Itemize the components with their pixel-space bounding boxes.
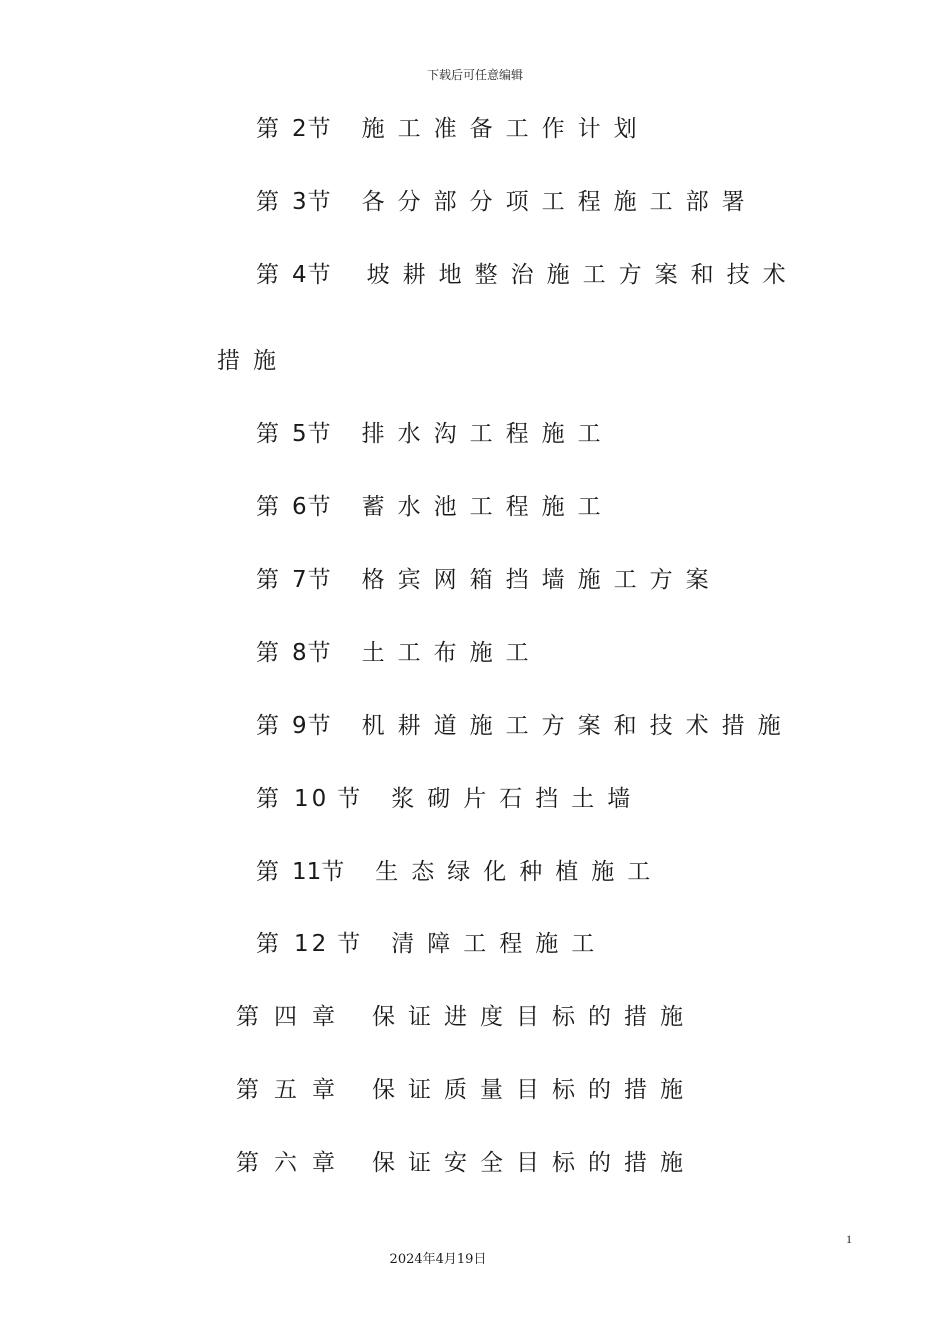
toc-entry-section-6[interactable] (256, 492, 614, 522)
section-number: 11 (292, 859, 322, 885)
toc-entry-section-4-continued (217, 346, 289, 376)
toc-entry-section-8[interactable] (256, 638, 542, 668)
section-suffix: 节 (307, 713, 344, 739)
section-prefix: 第 (256, 262, 292, 288)
section-number: 8 (292, 640, 308, 666)
section-number: 12 (294, 931, 330, 957)
section-title: 排水沟工程施工 (361, 421, 614, 447)
toc-entry-section-10[interactable] (256, 784, 643, 814)
section-number: 5 (292, 421, 308, 447)
section-number: 9 (292, 713, 308, 739)
toc-entry-section-5[interactable] (256, 419, 614, 449)
section-suffix: 节 (307, 262, 344, 288)
section-suffix: 节 (307, 189, 344, 215)
section-title: 坡耕地整治施工方案和技术 (366, 262, 799, 288)
section-number: 10 (294, 786, 330, 812)
chapter-title: 保证质量目标的措施 (372, 1077, 696, 1103)
chapter-title: 保证安全目标的措施 (372, 1150, 696, 1176)
section-prefix: 第 (256, 116, 292, 142)
section-suffix: 节 (307, 421, 344, 447)
section-title: 浆砌片石挡土墙 (391, 786, 644, 812)
section-number: 6 (292, 494, 308, 520)
footer-date: 2024年4月19日 (389, 1252, 487, 1267)
toc-entry-section-11[interactable] (256, 857, 663, 887)
section-suffix: 节 (337, 931, 374, 957)
section-suffix: 节 (307, 567, 344, 593)
toc-entry-chapter-4[interactable] (236, 1002, 696, 1032)
section-title: 机耕道施工方案和技术措施 (361, 713, 794, 739)
section-title: 各分部分项工程施工部署 (361, 189, 758, 215)
toc-entry-section-7[interactable] (256, 565, 722, 595)
section-number: 2 (292, 116, 308, 142)
section-title: 蓄水池工程施工 (361, 494, 614, 520)
section-suffix: 节 (321, 859, 358, 885)
section-title: 清障工程施工 (391, 931, 608, 957)
section-prefix: 第 (256, 713, 292, 739)
section-prefix: 第 (256, 189, 292, 215)
section-prefix: 第 (256, 859, 292, 885)
chapter-label: 第五章 (236, 1077, 350, 1103)
section-prefix: 第 (256, 931, 292, 957)
chapter-label: 第四章 (236, 1004, 350, 1030)
section-prefix: 第 (256, 567, 292, 593)
toc-entry-section-12[interactable] (256, 929, 607, 959)
toc-entry-section-2[interactable] (256, 114, 650, 144)
section-number: 7 (292, 567, 308, 593)
toc-entry-chapter-5[interactable] (236, 1075, 696, 1105)
chapter-title: 保证进度目标的措施 (372, 1004, 696, 1030)
section-prefix: 第 (256, 640, 292, 666)
section-suffix: 节 (307, 116, 344, 142)
section-title: 土工布施工 (361, 640, 542, 666)
toc-entry-section-3[interactable] (256, 187, 758, 217)
section-prefix: 第 (256, 421, 292, 447)
section-suffix: 节 (307, 494, 344, 520)
section-number: 3 (292, 189, 308, 215)
page-number: 1 (846, 1232, 852, 1246)
section-number: 4 (292, 262, 308, 288)
section-title: 格宾网箱挡墙施工方案 (361, 567, 722, 593)
section-prefix: 第 (256, 494, 292, 520)
section-title-continued: 措施 (217, 348, 289, 374)
toc-entry-section-9[interactable] (256, 711, 794, 741)
page-header: 下载后可任意编辑 (426, 68, 523, 82)
chapter-label: 第六章 (236, 1150, 350, 1176)
section-suffix: 节 (337, 786, 374, 812)
section-prefix: 第 (256, 786, 292, 812)
toc-entry-section-4[interactable] (256, 260, 799, 290)
section-title: 施工准备工作计划 (361, 116, 650, 142)
toc-entry-chapter-6[interactable] (236, 1148, 696, 1178)
section-suffix: 节 (307, 640, 344, 666)
section-title: 生态绿化种植施工 (375, 859, 664, 885)
